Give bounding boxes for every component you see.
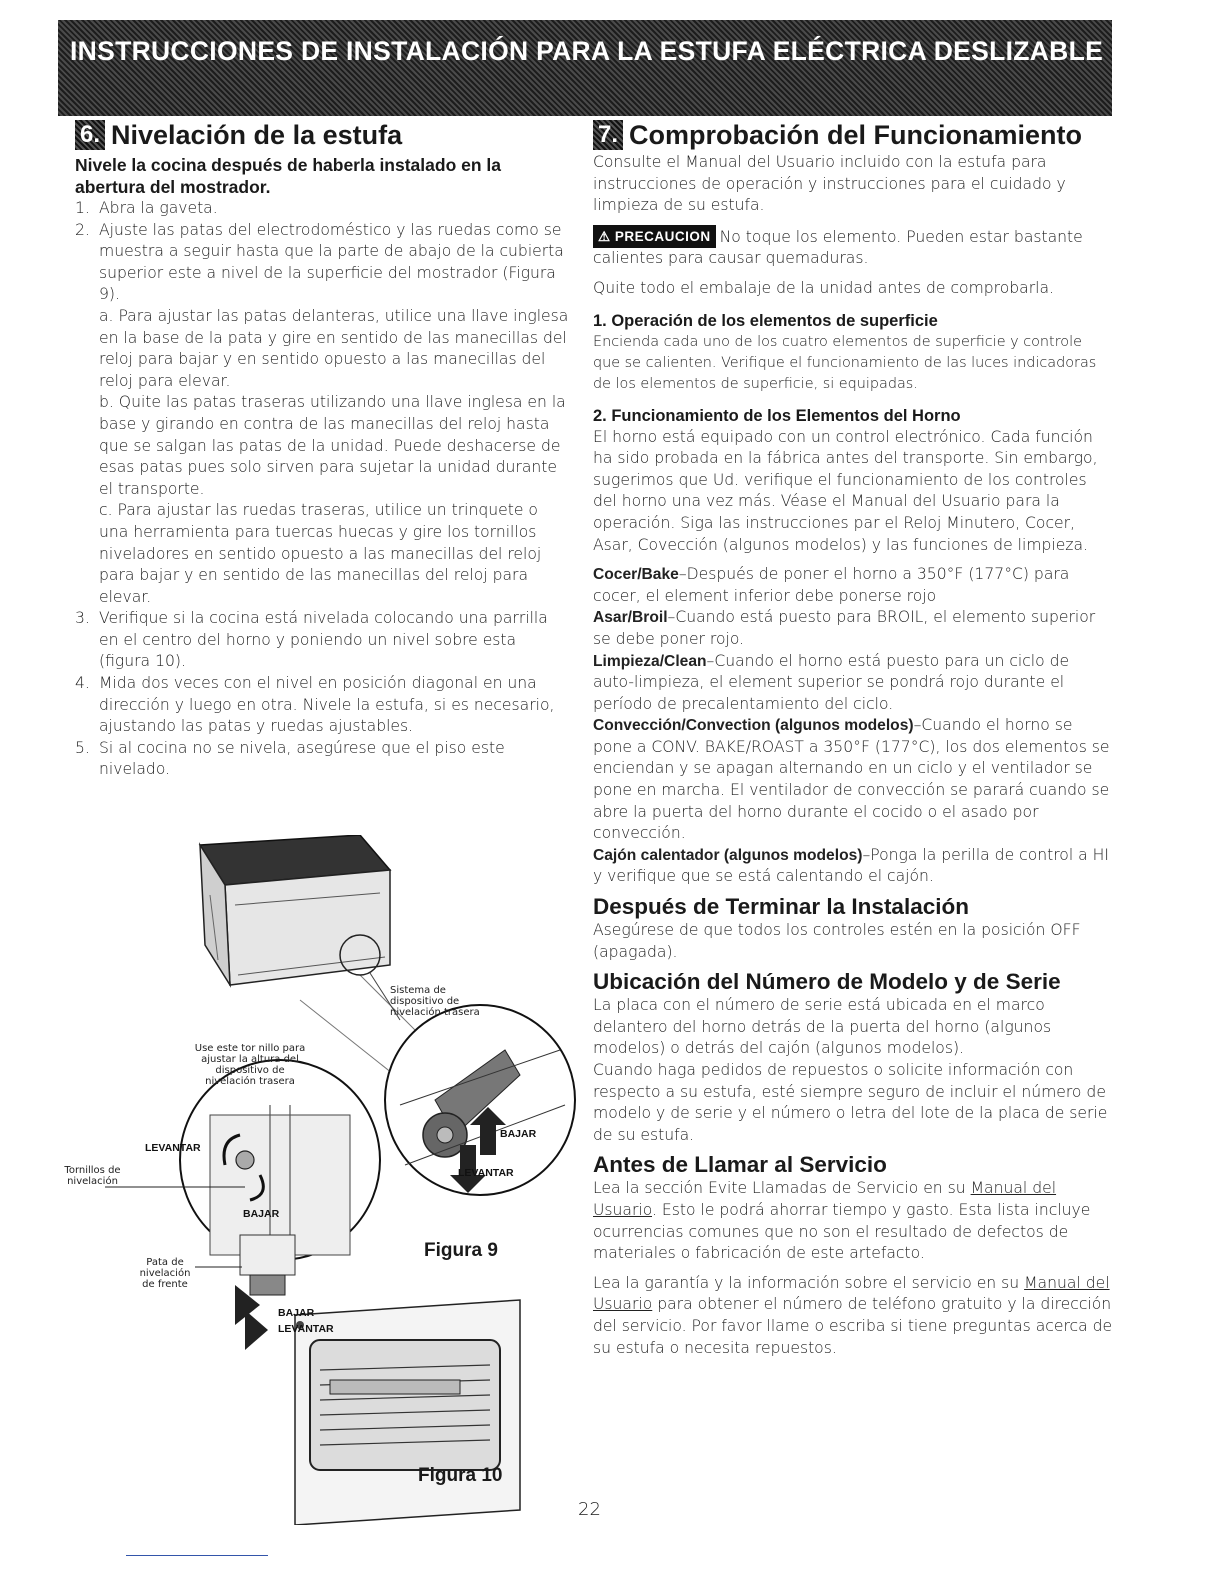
label-raise-front: LEVANTAR xyxy=(145,1142,201,1154)
section-6-title: Nivelación de la estufa xyxy=(111,119,403,150)
step-number: 3. xyxy=(75,609,90,628)
warning-icon: ⚠ xyxy=(598,228,611,244)
section-leveling xyxy=(75,118,570,781)
mode-name: Cajón calentador (algunos modelos) xyxy=(593,846,863,864)
caution-badge xyxy=(593,225,716,249)
manual-reference: Manual del Usuario xyxy=(593,1273,1110,1314)
callout-adjust-screw: Use este tor nillo para ajustar la altura del dispositivo de nivelación trasera xyxy=(194,1043,306,1087)
after-install-heading: Después de Terminar la Instalación xyxy=(593,894,969,920)
mode-text: –Cuando está puesto para BROIL, el elemento superior se debe poner rojo. xyxy=(593,608,1096,648)
before-service-p2 xyxy=(593,1273,1113,1359)
label-raise-rear: LEVANTAR xyxy=(458,1167,514,1179)
mode-text: –Cuando el horno se pone a CONV. BAKE/ROAST a 350°F (177°C), los dos elementos se enciendan y se apagan alternando en un ciclo y el ventilador se pone en marcha. El ventilador de convección se parará cuando se abre la puerta del horno durante el cocido o el asado por convección. xyxy=(593,716,1110,843)
oven-elements-heading: 2. Funcionamiento de los Elementos del Horno xyxy=(593,406,961,425)
mode-name: Convección/Convection (algunos modelos) xyxy=(593,717,914,735)
model-location-text-1: La placa con el número de serie está ubicada en el marco delantero del horno detrás de la puerta del horno (algunos modelos) o detrás del cajón (algunos modelos). xyxy=(593,996,1052,1058)
packaging-note: Quite todo el embalaje de la unidad antes de comprobarla. xyxy=(593,278,1054,297)
mode-broil xyxy=(593,607,1113,650)
step-number: 1. xyxy=(75,199,90,217)
step-1 xyxy=(75,198,570,220)
section-7-heading xyxy=(593,118,1113,152)
section-6-heading xyxy=(75,118,570,152)
section-7-number: 7. xyxy=(593,120,623,150)
step-3 xyxy=(75,608,570,673)
mode-convection xyxy=(593,715,1113,845)
text-segment: para obtener el número de teléfono gratuito y la dirección del servicio. Por favor llame o escriba si tiene preguntas acerca de su estufa o necesita repuestos. xyxy=(593,1295,1113,1357)
before-service-heading: Antes de Llamar al Servicio xyxy=(593,1152,887,1178)
figure-9-label: Figura 9 xyxy=(424,1240,498,1261)
substep-c: c. Para ajustar las ruedas traseras, utilice un trinquete o una herramienta para tuercas huecas y gire los tornillos niveladores en sentido opuesto a las manecillas del reloj para bajar y en sentido de las manecillas del reloj para elevar. xyxy=(99,501,542,606)
step-number: 2. xyxy=(75,220,90,239)
figures xyxy=(60,835,600,1525)
section-operation-check xyxy=(593,118,1113,1359)
model-location-heading: Ubicación del Número de Modelo y de Serie xyxy=(593,969,1061,995)
title-banner xyxy=(58,20,1199,116)
callout-front-leg: Pata de nivelación de frente xyxy=(139,1257,191,1290)
caution-paragraph xyxy=(593,225,1113,270)
manual-reference: Manual del Usuario xyxy=(593,1179,1057,1219)
footer-rule xyxy=(126,1555,268,1556)
section-6-number: 6. xyxy=(75,120,105,150)
leveling-steps xyxy=(75,198,570,781)
text-segment: Lea la sección Evite Llamadas de Servicio en su xyxy=(593,1179,971,1198)
callout-leveling-screws: Tornillos de nivelación xyxy=(64,1165,121,1187)
step-text: Mida dos veces con el nivel en posición diagonal en una dirección y luego en otra. Nivele la estufa, si es necesario, ajustando las patas y ruedas ajustables. xyxy=(99,674,555,736)
label-lower-front: BAJAR xyxy=(243,1208,280,1220)
caution-label: PRECAUCION xyxy=(614,228,711,244)
step-text: Ajuste las patas del electrodoméstico y las ruedas como se muestra a seguir hasta que la parte de abajo de la cubierta superior este a nivel de la superficie del mostrador (Figura 9). xyxy=(99,220,564,304)
before-service-p1 xyxy=(593,1178,1113,1264)
mode-bake xyxy=(593,564,1113,607)
label-lower-leg: BAJAR xyxy=(278,1307,315,1319)
figure-10-label: Figura 10 xyxy=(418,1465,503,1486)
mode-name: Asar/Broil xyxy=(593,609,668,627)
model-location-text-2: Cuando haga pedidos de repuestos o solicite información con respecto a su estufa, esté siempre seguro de incluir el número de modelo y de serie y el número o letra del lote de la placa de serie de su estufa. xyxy=(593,1061,1108,1144)
oven-modes xyxy=(593,564,1113,888)
step-text: Si al cocina no se nivela, asegúrese que el piso este nivelado. xyxy=(99,738,505,779)
page-number: 22 xyxy=(578,1499,601,1520)
mode-warming-drawer xyxy=(593,845,1113,888)
after-install-text: Asegúrese de que todos los controles estén en la posición OFF (apagada). xyxy=(593,921,1081,961)
caution-text: No toque los elemento. Pueden estar bastante calientes para causar quemaduras. xyxy=(593,227,1083,268)
text-segment: . Esto le podrá ahorrar tiempo y gasto. Esta lista incluye ocurrencias comunes que no son el resultado de defectos de materiales o fabricación de este artefacto. xyxy=(593,1200,1091,1263)
mode-name: Cocer/Bake xyxy=(593,566,679,584)
surface-elements-heading: 1. Operación de los elementos de superficie xyxy=(593,311,938,330)
range-illustration xyxy=(60,835,600,1525)
mode-name: Limpieza/Clean xyxy=(593,652,707,670)
text-segment: Lea la garantía y la información sobre el servicio en su xyxy=(593,1273,1025,1292)
substep-b: b. Quite las patas traseras utilizando una llave inglesa en la base y girando en contra de las manecillas del reloj hasta que se salgan las patas de la unidad. Puede deshacerse de esas patas pues solo sirven para sujetar la unidad durante el transporte. xyxy=(99,393,566,498)
callout-rear-leveling: Sistema de dispositivo de nivelación trasera xyxy=(390,985,480,1018)
mode-text: –Después de poner el horno a 350°F (177°C) para cocer, el element inferior debe ponerse rojo xyxy=(593,565,1070,605)
step-text: Verifique si la cocina está nivelada colocando una parrilla en el centro del horno y poniendo un nivel sobre esta (figura 10). xyxy=(99,609,548,671)
page-title: INSTRUCCIONES DE INSTALACIÓN PARA LA ESTUFA ELÉCTRICA DESLIZABLE DE 30" xyxy=(70,36,1199,66)
surface-elements-text: Encienda cada uno de los cuatro elementos de superficie y controle que se calienten. Verifique el funcionamiento de las luces indicadoras de los elementos de superficie, si equipadas. xyxy=(593,333,1097,392)
step-5 xyxy=(75,738,570,781)
label-raise-leg: LEVANTAR xyxy=(278,1323,334,1335)
section-7-intro: Consulte el Manual del Usuario incluido con la estufa para instrucciones de operación y instrucciones para el cuidado y limpieza de su estufa. xyxy=(593,153,1066,215)
oven-elements-text: El horno está equipado con un control electrónico. Cada función ha sido probada en la fábrica antes del transporte. Sin embargo, sugerimos que Ud. verifique el funcionamiento de los controles del horno una vez más. Véase el Manual del Usuario para la operación. Siga las instrucciones par el Reloj Minutero, Cocer, Asar, Covección (algunos modelos) y las funciones de limpieza. xyxy=(593,427,1098,554)
step-2 xyxy=(75,220,570,609)
step-number: 4. xyxy=(75,674,90,693)
mode-text: –Ponga la perilla de control a HI y verifique que se está calentando el cajón. xyxy=(593,845,1109,886)
step-4 xyxy=(75,673,570,738)
mode-text: –Cuando el horno está puesto para un ciclo de auto-limpieza, el element superior se pondrá rojo durante el período de precalentamiento del ciclo. xyxy=(593,651,1070,713)
mode-clean xyxy=(593,651,1113,716)
section-7-title: Comprobación del Funcionamiento xyxy=(629,119,1083,150)
section-6-lead: Nivele la cocina después de haberla instalado en la abertura del mostrador. xyxy=(75,155,501,197)
substep-a: a. Para ajustar las patas delanteras, utilice una llave inglesa en la base de la pata y gire en sentido de las manecillas del reloj para bajar y en sentido opuesto a las manecillas del reloj para elevar. xyxy=(99,306,569,390)
label-lower-rear: BAJAR xyxy=(500,1128,537,1140)
step-number: 5. xyxy=(75,738,90,757)
step-text: Abra la gaveta. xyxy=(99,199,218,217)
